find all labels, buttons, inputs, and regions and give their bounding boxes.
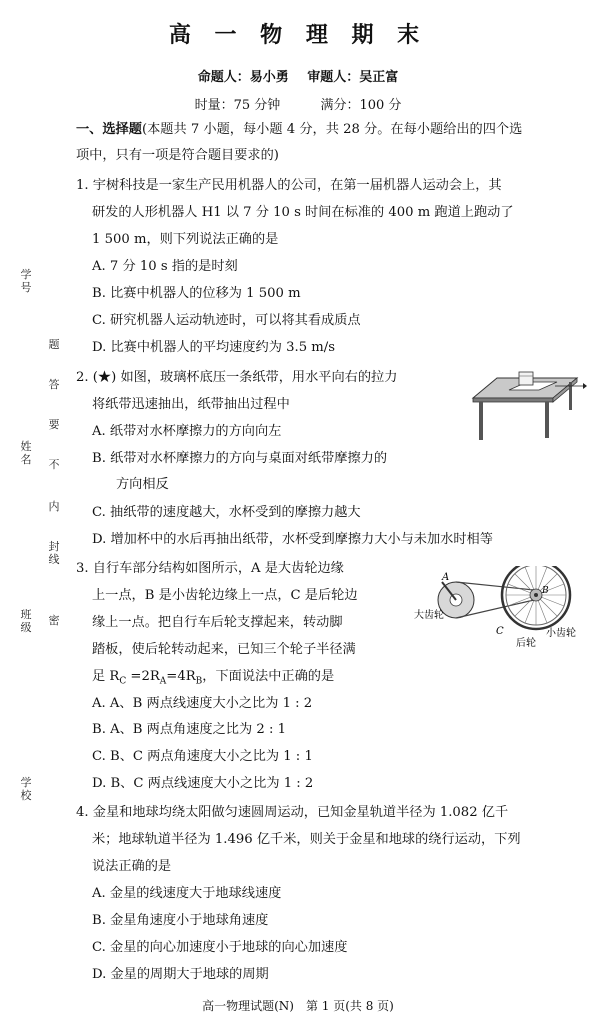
q3-label-big-gear: 大齿轮	[414, 610, 444, 621]
time-limit: 时量：75 分钟	[194, 98, 281, 113]
q2-option-a: A. 纸带对水杯摩擦力的方向向左	[92, 424, 282, 439]
q3-label-b: B	[542, 586, 549, 596]
q4-option-b: B. 金星角速度小于地球角速度	[92, 913, 269, 928]
full-score: 满分：100 分	[320, 98, 402, 113]
q3-label-small-gear: 小齿轮	[546, 628, 576, 639]
q3-label-a: A	[442, 572, 450, 583]
seal-char-1: 题	[48, 338, 60, 351]
q4-option-c: C. 金星的向心加速度小于地球的向心加速度	[92, 940, 348, 955]
exam-title: 高 一 物 理 期 末	[168, 23, 428, 48]
side-label-banji: 班级	[20, 608, 32, 634]
q4-option-a: A. 金星的线速度大于地球线速度	[92, 886, 282, 901]
q3-label-c: C	[496, 626, 504, 637]
q4-stem-1: 4. 金星和地球均绕太阳做匀速圆周运动，已知金星轨道半径为 1.082 亿千	[76, 805, 509, 820]
q3-stem-1: 3. 自行车部分结构如图所示，A 是大齿轮边缘	[76, 561, 344, 576]
q3-option-d: D. B、C 两点线速度大小之比为 1 : 2	[92, 776, 314, 791]
q1-option-b: B. 比赛中机器人的位移为 1 500 m	[92, 286, 301, 301]
side-label-xuehao: 学号	[20, 268, 32, 294]
seal-char-4: 不	[48, 458, 60, 471]
q2-option-b: B. 纸带对水杯摩擦力的方向与桌面对纸带摩擦力的	[92, 451, 388, 466]
q3-stem-3: 缘上一点。把自行车后轮支撑起来，转动脚	[92, 615, 343, 630]
q3-stem-4: 踏板，使后轮转动起来，已知三个轮子半径满	[92, 642, 356, 657]
q2-stem-2: 将纸带迅速抽出，纸带抽出过程中	[92, 397, 290, 412]
author-setter: 命题人：易小勇	[197, 70, 289, 85]
q3-label-rear-wheel: 后轮	[516, 638, 536, 649]
q1-stem-1: 1. 宇树科技是一家生产民用机器人的公司，在第一届机器人运动会上，其	[76, 178, 502, 193]
q3-option-b: B. A、B 两点角速度之比为 2 : 1	[92, 722, 286, 737]
time-score-line	[0, 94, 596, 113]
q2-option-d: D. 增加杯中的水后再抽出纸带，水杯受到摩擦力大小与未加水时相等	[92, 532, 493, 547]
section-heading: 一、选择题	[76, 122, 142, 137]
q3-option-c: C. B、C 两点角速度大小之比为 1 : 1	[92, 749, 313, 764]
q2-table-figure	[465, 370, 587, 442]
q3-option-a: A. A、B 两点线速度大小之比为 1 : 2	[92, 696, 313, 711]
seal-char-6: 封线	[48, 540, 60, 566]
q4-stem-2: 米；地球轨道半径为 1.496 亿千米，则关于金星和地球的绕行运动，下列	[92, 832, 521, 847]
authors-line	[0, 66, 596, 85]
q1-stem-2: 研发的人形机器人 H1 以 7 分 10 s 时间在标准的 400 m 跑道上跑动了	[92, 205, 514, 220]
author-reviewer: 审题人：吴正富	[307, 70, 399, 85]
q3-stem-2: 上一点，B 是小齿轮边缘上一点，C 是后轮边	[92, 588, 358, 603]
section-desc-1: (本题共 7 小题，每小题 4 分，共 28 分。在每小题给出的四个选	[141, 122, 523, 137]
seal-char-7: 密	[48, 614, 60, 627]
q2-option-c: C. 抽纸带的速度越大，水杯受到的摩擦力越大	[92, 505, 361, 520]
page-footer: 高一物理试题(N) 第 1 页(共 8 页)	[202, 999, 394, 1013]
side-label-xingming: 姓名	[20, 440, 32, 466]
q1-option-a: A. 7 分 10 s 指的是时刻	[92, 259, 238, 274]
q2-option-b-cont: 方向相反	[116, 477, 169, 492]
seal-char-3: 要	[48, 418, 60, 431]
section-desc-2: 项中，只有一项是符合题目要求的)	[76, 148, 279, 163]
q1-stem-3: 1 500 m，则下列说法正确的是	[92, 232, 279, 247]
q1-option-d: D. 比赛中机器人的平均速度约为 3.5 m/s	[92, 340, 335, 355]
section-heading-line	[76, 122, 522, 138]
seal-char-2: 答	[48, 378, 60, 391]
q3-stem-5: 足 $R_C =2R_A=4R_B$，下面说法中正确的是	[92, 669, 335, 687]
q3-bicycle-figure	[412, 566, 592, 656]
q4-stem-3: 说法正确的是	[92, 859, 172, 874]
q4-option-d: D. 金星的周期大于地球的周期	[92, 967, 269, 982]
side-label-xuexiao: 学校	[20, 776, 32, 802]
q1-option-c: C. 研究机器人运动轨迹时，可以将其看成质点	[92, 313, 361, 328]
q2-stem-1: 2. (★) 如图，玻璃杯底压一条纸带，用水平向右的拉力	[76, 370, 398, 385]
seal-char-5: 内	[48, 500, 60, 513]
